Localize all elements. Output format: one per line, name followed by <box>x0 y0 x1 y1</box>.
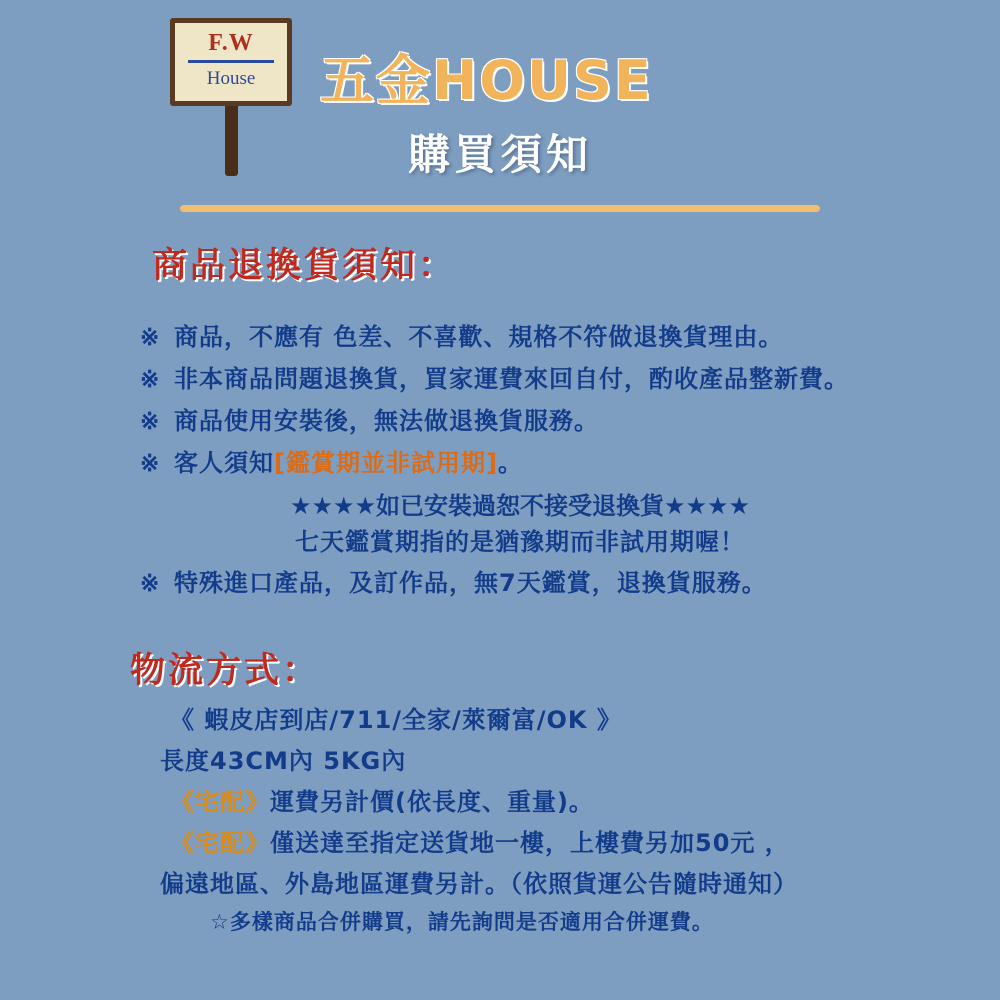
header <box>0 0 1000 200</box>
page-title: 購買須知 <box>408 130 593 179</box>
logistics-remote-line: 偏遠地區、外島地區運費另計。（依照貨運公告隨時通知） <box>160 870 798 898</box>
list-item <box>140 320 930 354</box>
home-delivery-stairs-text: 僅送達至指定送貨地一樓，上樓費另加50元 ， <box>270 829 790 857</box>
list-item-notice <box>140 446 930 480</box>
bullet-icon: ※ <box>140 408 160 434</box>
list-item <box>140 566 930 600</box>
list-item-text: 商品，不應有 色差、不喜歡、規格不符做退換貨理由。 <box>174 323 784 351</box>
header-divider <box>180 205 820 212</box>
sign-post-icon <box>225 106 238 176</box>
sign-divider <box>188 60 274 63</box>
bullet-icon: ※ <box>140 450 160 476</box>
list-item-text: 非本商品問題退換貨，買家運費來回自付，酌收產品整新費。 <box>174 365 849 393</box>
brand-name: 五金HOUSE <box>320 49 653 112</box>
logistics-home-delivery-stairs <box>160 823 960 864</box>
seven-day-line: 七天鑑賞期指的是猶豫期而非試用期喔！ <box>295 528 745 556</box>
home-delivery-tag: 《宅配》 <box>170 788 270 816</box>
notice-suffix: 。 <box>497 449 523 477</box>
list-item <box>140 362 930 396</box>
notice-prefix: 客人須知 <box>174 449 274 477</box>
notice-highlight: [鑑賞期並非試用期] <box>274 449 498 477</box>
logistics-home-delivery-fee <box>160 782 960 823</box>
list-item-text: 特殊進口產品，及訂作品，無7天鑑賞，退換貨服務。 <box>174 569 767 597</box>
logistics-combine-note: ☆多樣商品合併購買，請先詢問是否適用合併運費。 <box>210 910 714 934</box>
home-delivery-fee-text: 運費另計價(依長度、重量)。 <box>270 788 594 816</box>
sign-top-text: F.W <box>208 30 254 56</box>
bullet-icon: ※ <box>140 324 160 350</box>
bullet-icon: ※ <box>140 570 160 596</box>
shop-sign <box>170 18 292 106</box>
list-item-text <box>174 446 523 480</box>
list-item <box>140 404 930 438</box>
home-delivery-tag: 《宅配》 <box>170 829 270 857</box>
list-item-text: 商品使用安裝後，無法做退換貨服務。 <box>174 407 599 435</box>
logistics-section-heading: 物流方式： <box>130 651 321 691</box>
logistics-list <box>160 700 960 939</box>
returns-list <box>140 320 930 608</box>
bullet-icon: ※ <box>140 366 160 392</box>
returns-section-heading: 商品退換貨須知： <box>152 246 457 286</box>
logistics-size-line: 長度43CM內 5KG內 <box>160 747 407 775</box>
logistics-stores-line: 《 蝦皮店到店/711/全家/萊爾富/OK 》 <box>170 706 622 734</box>
sign-bottom-text: House <box>206 68 256 89</box>
stars-warning-line: ★★★★如已安裝過恕不接受退換貨★★★★ <box>289 492 751 520</box>
